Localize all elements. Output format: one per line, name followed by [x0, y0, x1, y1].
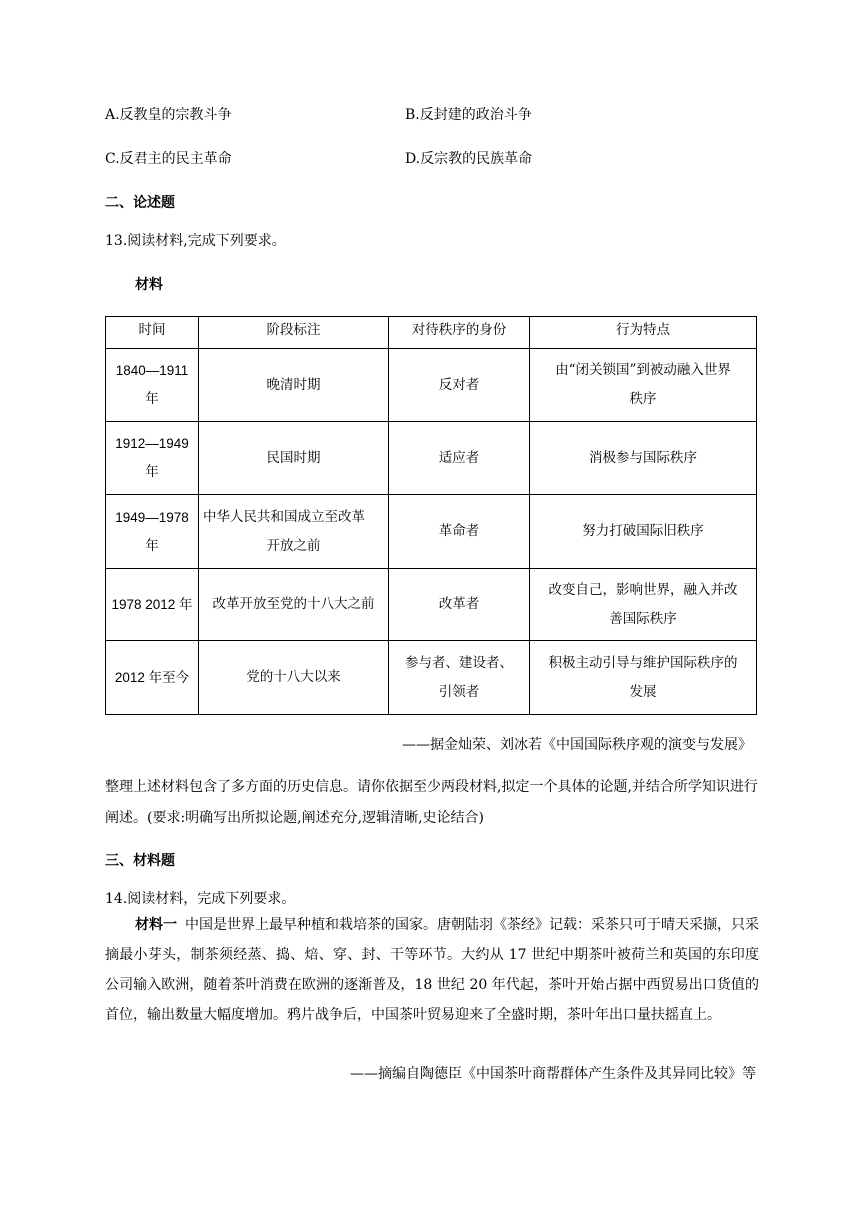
international-order-table: [105, 316, 757, 715]
header-time: 时间: [106, 317, 199, 349]
cell-identity: 反对者: [389, 349, 530, 422]
cell-time: 1912—1949 年: [106, 422, 199, 495]
material1-source: ——摘编自陶德臣《中国茶叶商帮群体产生条件及其异同比较》等: [350, 1066, 756, 1082]
option-a: A.反教皇的宗教斗争: [105, 107, 232, 123]
table-row: [106, 641, 757, 715]
cell-behavior: 消极参与国际秩序: [530, 422, 757, 495]
option-c: C.反君主的民主革命: [105, 151, 232, 167]
cell-stage: 改革开放至党的十八大之前: [199, 569, 389, 641]
material1-paragraph: [105, 910, 759, 1030]
q13-prompt: 13.阅读材料,完成下列要求。: [105, 233, 286, 249]
cell-stage: 晚清时期: [199, 349, 389, 422]
material1-label: 材料一: [135, 917, 177, 933]
table-row: [106, 422, 757, 495]
material-label: 材料: [135, 277, 163, 293]
cell-behavior: 努力打破国际旧秩序: [530, 495, 757, 569]
option-d: D.反宗教的民族革命: [405, 151, 533, 167]
cell-time: 1840—1911 年: [106, 349, 199, 422]
table-source: ——据金灿荣、刘冰若《中国国际秩序观的演变与发展》: [402, 737, 752, 753]
cell-identity: 参与者、建设者、 引领者: [389, 641, 530, 715]
cell-time: 2012 年至今: [106, 641, 199, 715]
section3-heading: 三、材料题: [105, 853, 175, 869]
cell-identity: 适应者: [389, 422, 530, 495]
cell-time: 1978 2012 年: [106, 569, 199, 641]
section2-heading: 二、论述题: [105, 195, 175, 211]
material1-text: 中国是世界上最早种植和栽培茶的国家。唐朝陆羽《茶经》记载：采茶只可于晴天采撷，只采摘最小芽头，制茶须经蒸、捣、焙、穿、封、干等环节。大约从 17 世纪中期茶叶被荷兰和英国的东印度公司输入欧洲，随着茶叶消费在欧洲的逐渐普及，18 世纪 20 年代起，茶叶开始占据中西贸易出口货值的首位，输出数量大幅度增加。鸦片战争后，中国茶叶贸易迎来了全盛时期，茶叶年出口量扶摇直上。: [105, 917, 759, 1023]
cell-behavior: 积极主动引导与维护国际秩序的 发展: [530, 641, 757, 715]
option-b: B.反封建的政治斗争: [405, 107, 532, 123]
q13-instruction: 整理上述材料包含了多方面的历史信息。请你依据至少两段材料,拟定一个具体的论题,并结合所学知识进行阐述。(要求:明确写出所拟论题,阐述充分,逻辑清晰,史论结合): [105, 779, 758, 826]
cell-identity: 改革者: [389, 569, 530, 641]
cell-behavior: 由“闭关锁国”到被动融入世界 秩序: [530, 349, 757, 422]
header-identity: 对待秩序的身份: [389, 317, 530, 349]
cell-stage: 党的十八大以来: [199, 641, 389, 715]
cell-stage: 民国时期: [199, 422, 389, 495]
cell-behavior: 改变自己，影响世界，融入并改 善国际秩序: [530, 569, 757, 641]
table-row: [106, 569, 757, 641]
header-behavior: 行为特点: [530, 317, 757, 349]
table-row: [106, 349, 757, 422]
table-row: [106, 495, 757, 569]
cell-identity: 革命者: [389, 495, 530, 569]
cell-stage: 中华人民共和国成立至改革 开放之前: [199, 495, 389, 569]
q14-prompt: 14.阅读材料，完成下列要求。: [105, 891, 296, 907]
cell-time: 1949—1978 年: [106, 495, 199, 569]
table-header-row: [106, 317, 757, 349]
header-stage: 阶段标注: [199, 317, 389, 349]
